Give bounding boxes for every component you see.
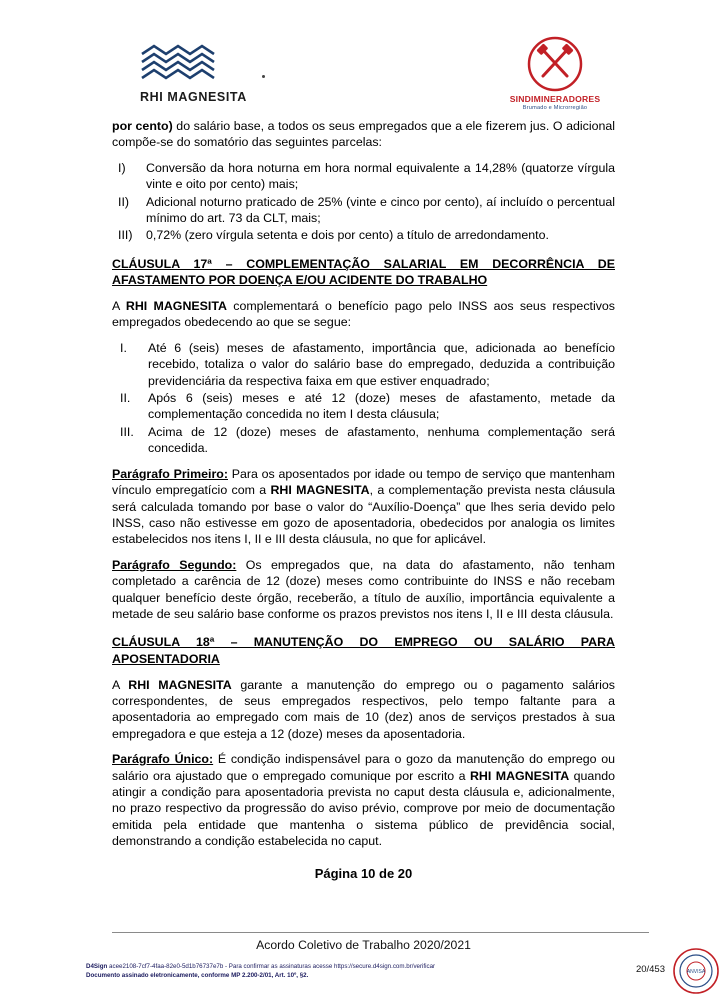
list-text: Adicional noturno praticado de 25% (vinte e cinco por cento), aí incluído o percentual mínimo do art. 73 da CLT, mais; [146,194,615,226]
list-text: 0,72% (zero vírgula setenta e dois por cento) a título de arredondamento. [146,228,549,243]
rhi-magnesita-wordmark: RHI MAGNESITA [140,90,247,104]
d4sign-line1 [86,962,435,971]
list-item [112,160,615,193]
list-item [112,340,615,389]
list-text: Até 6 (seis) meses de afastamento, importância que, adicionada ao benefício recebido, totaliza o valor do salário base do empregado, deduzida a contribuição previdenciária da respectiva faixa em que estiver enquadrado; [148,340,615,388]
clause-17-intro-post: complementará o benefício pago pelo INSS aos seus respectivos empregados obedecendo ao que se segue: [112,299,615,330]
page-header [112,0,615,118]
footer-title: Acordo Coletivo de Trabalho 2020/2021 [256,938,471,952]
rhi-magnesita-logo [140,44,280,104]
list-item [112,390,615,423]
list-complementacao [112,340,615,457]
intro-paragraph [112,118,615,151]
page-footer [0,932,727,994]
clause-18-intro-post: garante a manutenção do emprego ou o pagamento salários correspondentes, de seus empregados respectivos, pelo tempo faltante para a aposentadoria ao empregado com mais de 10 (dez) anos de serviços prestados à sua empregadora e que esteja a 12 (doze) meses da aposentadoria. [112,677,615,741]
sindimineradores-logo [495,36,615,111]
clause-17-heading-line1: CLÁUSULA 17ª – COMPLEMENTAÇÃO SALARIAL EM DECORRÊNCIA DE [112,256,615,271]
list-marker: II. [120,391,131,406]
d4sign-stamp [86,962,435,980]
clause-17-heading [112,256,615,289]
paragrafo-unico-label: Parágrafo Único: [112,752,214,767]
company-name: RHI MAGNESITA [125,299,227,314]
clause-18-intro [112,677,615,743]
d4sign-brand: D4Sign [86,963,108,970]
clause-18-heading-line2: APOSENTADORIA [112,651,220,666]
list-marker: I. [120,340,127,355]
footer-page-count: 20/453 [635,964,665,975]
sindimineradores-name: SINDIMINERADORES [509,94,601,104]
scan-artifact-dot [262,75,265,78]
company-name: RHI MAGNESITA [469,768,570,783]
paragrafo-primeiro [112,466,615,548]
d4sign-line2: Documento assinado eletronicamente, conforme MP 2.200-2/01, Art. 10º, §2. [86,972,309,979]
paragrafo-segundo-label: Parágrafo Segundo: [112,557,237,572]
list-marker: II) [118,194,130,209]
intro-bold-lead: por cento) [112,119,173,133]
list-text: Acima de 12 (doze) meses de afastamento, nenhuma complementação será concedida. [148,424,615,456]
list-parcelas [112,160,615,244]
rhi-magnesita-mark-icon [140,44,224,84]
paragrafo-primeiro-part2: , a complementação prevista nesta cláusula será calculada tomando por base o valor do “Auxílio-Doença” que lhes seria devido pelo INSS, caso não estivesse em gozo de aposentadoria, obedecidos por analogia os limites estabelecidos nos itens I, II e III desta cláusula, no que for aplicável. [112,483,615,547]
list-text: Após 6 (seis) meses e até 12 (doze) meses de afastamento, metade da complementação concedida no item I desta cláusula; [148,391,615,422]
svg-text:ANVISA: ANVISA [686,969,706,975]
list-item [112,227,615,243]
list-text: Conversão da hora noturna em hora normal equivalente a 14,28% (quatorze vírgula vinte e oito por cento) mais; [146,160,615,192]
paragrafo-primeiro-part1: Para os aposentados por idade ou tempo de serviço que mantenham vínculo empregatício com a [112,466,616,498]
clause-17-intro-pre: A [112,299,126,314]
list-marker: III. [120,424,134,439]
page-number: Página 10 de 20 [314,865,413,881]
paragrafo-segundo [112,557,615,623]
sindimineradores-region: Brumado e Microrregião [522,105,588,111]
clause-18-heading [112,634,615,667]
clause-17-intro [112,298,615,331]
list-marker: I) [118,160,126,175]
paragrafo-unico-part1: É condição indispensável para o gozo da manutenção do emprego ou salário ora ajustado que o empregado comunique por escrito a [112,752,615,783]
seal-stamp-icon [671,946,721,996]
company-name: RHI MAGNESITA [270,483,370,498]
hammers-circle-icon [527,36,583,92]
company-name: RHI MAGNESITA [128,677,232,692]
d4sign-hash: acee2108-7cf7-4faa-82e0-5d1b76737e7b - Para confirmar as assinaturas acesse https://secure.d4sign.com.br/verificar [107,963,436,970]
footer-divider [112,932,649,933]
clause-17-heading-line2: AFASTAMENTO POR DOENÇA E/OU ACIDENTE DO TRABALHO [112,273,488,288]
paragrafo-unico [112,751,615,849]
clause-18-intro-pre: A [112,677,129,692]
paragrafo-segundo-text: Os empregados que, na data do afastamento, não tenham completado a carência de 12 (doze) meses como contribuinte do INSS e não recebam qualquer benefício deste órgão, receberão, a título de auxílio, importância equivalente a metade de seu salário base conforme os prazos previstos nos itens I, II e III desta cláusula. [112,557,615,621]
list-item [112,424,615,457]
clause-18-heading-line1: CLÁUSULA 18ª – MANUTENÇÃO DO EMPREGO OU SALÁRIO PARA [112,635,615,650]
document-body [112,118,615,882]
list-marker: III) [118,228,133,243]
list-item [112,194,615,227]
intro-rest: do salário base, a todos os seus empregados que a ele fizerem jus. O adicional compõe-se do somatório das seguintes parcelas: [112,119,615,150]
paragrafo-unico-part2: quando atingir a condição para aposentadoria prevista no caput desta cláusula e, adicionalmente, no prazo respectivo da progressão do aviso prévio, comprove por meio de documentação emitida pela entidade que mantenha o sistema público de previdência social, demonstrando a condição estabelecida no caput. [112,768,615,849]
paragrafo-primeiro-label: Parágrafo Primeiro: [112,466,228,481]
